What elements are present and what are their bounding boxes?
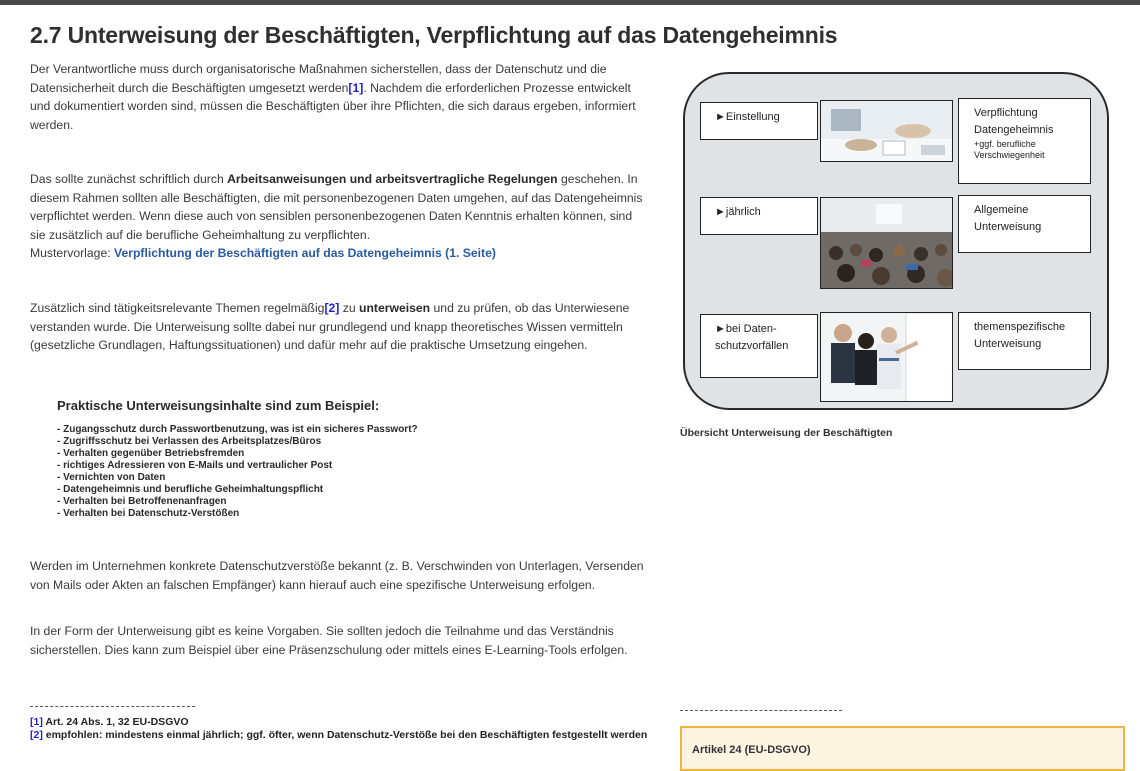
diagram-box-general-training [958,195,1091,253]
paragraph-text: geschehen. In diesem Rahmen sollten alle Beschäftigten, die mit personenbezogenen Daten umgehen, auf das Datengeheimnis verpflichtet werden. Wenn diese auch von sensiblen personenbezogenen Daten Kenntnis erhalten können, sind sie zusätzlich auf die berufliche Geheimhaltung zu verpflichten. [30,172,643,242]
list-item: - Verhalten bei Betroffenenanfragen [57,496,227,507]
footnote-1 [30,716,647,729]
article-info-box[interactable] [680,726,1125,771]
list-item: - Datengeheimnis und berufliche Geheimhaltungspflicht [57,484,324,495]
list-item: - Zugriffsschutz bei Verlassen des Arbeitsplatzes/Büros [57,436,322,447]
list-item: - Vernichten von Daten [57,472,166,483]
diagram-label: themenspezifische Unterweisung [974,321,1066,350]
article-title: Artikel 24 (EU-DSGVO) [692,744,811,756]
footnote-text: empfohlen: mindestens einmal jährlich; ggf. öfter, wenn Datenschutz-Verstöße bei den Beschäftigten festgestellt werden [42,729,648,741]
diagram-box-confidentiality [958,98,1091,184]
list-item: - Verhalten bei Datenschutz-Verstößen [57,508,240,519]
paragraph-text: zu [339,301,360,315]
list-item: - richtiges Adressieren von E-Mails und vertraulicher Post [57,460,333,471]
page-title: 2.7 Unterweisung der Beschäftigten, Verpflichtung auf das Datengeheimnis [30,22,838,48]
diagram-label: ►bei Daten-schutzvorfällen [715,323,789,352]
template-link[interactable]: Verpflichtung der Beschäftigten auf das Datengeheimnis (1. Seite) [114,246,496,260]
bold-text: Arbeitsanweisungen und arbeitsvertragliche Regelungen [227,172,558,186]
examples-list [57,424,418,520]
diagram-box-yearly [700,197,818,235]
footnote-text: Art. 24 Abs. 1, 32 EU-DSGVO [42,716,189,728]
sidebar-divider [680,710,842,711]
footnote-number-2[interactable]: [2] [30,729,43,741]
list-item: - Zugangsschutz durch Passwortbenutzung, was ist ein sicheres Passwort? [57,424,418,435]
footnote-link-1[interactable]: [1] [348,80,364,95]
whiteboard-photo [820,312,953,402]
diagram-label: ►jährlich [715,206,761,218]
footnote-2 [30,729,647,742]
examples-title: Praktische Unterweisungsinhalte sind zum Beispiel: [57,398,380,413]
diagram-label: Verpflichtung Datengeheimnis [974,107,1054,136]
training-overview-diagram [683,72,1109,410]
meeting-photo [820,100,953,162]
paragraph-text: Der Verantwortliche muss durch organisatorische Maßnahmen sicherstellen, dass der Datenschutz und die Datensicherheit durch die Beschäftigten umgesetzt werden [30,62,607,95]
diagram-label: ►Einstellung [715,111,780,123]
training-paragraph [30,299,650,355]
top-bar [0,0,1140,5]
intro-paragraph [30,60,650,134]
diagram-sublabel: +ggf. berufliche Verschwiegenheit [974,139,1045,160]
bold-text: unterweisen [359,301,431,315]
diagram-box-topic-training [958,312,1091,370]
instructions-paragraph [30,170,650,263]
footnote-divider [30,706,195,707]
list-item: - Verhalten gegenüber Betriebsfremden [57,448,245,459]
diagram-box-hiring [700,102,818,140]
footnotes [30,716,647,742]
violations-paragraph: Werden im Unternehmen konkrete Datenschutzverstöße bekannt (z. B. Verschwinden von Unterlagen, Versenden von Mails oder Akten an falschen Empfänger) kann hierauf auch eine spezifische Unterweisung erfolgen. [30,559,644,592]
diagram-box-incidents [700,314,818,378]
paragraph-text: und zu prüfen, ob das Unterwiesene verstanden wurde. Die Unterweisung sollte dabei nur grundlegend und knapp theoretisches Wissen vermitteln (gesetzliche Grundlagen, Haftungssituationen) und dafür mehr auf die praktische Umsetzung eingehen. [30,301,630,352]
paragraph-text: Zusätzlich sind tätigkeitsrelevante Themen regelmäßig [30,301,325,315]
footnote-link-2[interactable]: [2] [324,301,340,315]
footnote-number-1[interactable]: [1] [30,716,43,728]
seminar-photo [820,197,953,289]
template-label: Mustervorlage: [30,246,114,260]
diagram-caption: Übersicht Unterweisung der Beschäftigten [680,427,893,439]
paragraph-text: . Nachdem die erforderlichen Prozesse entwickelt und dokumentiert worden sind, müssen die Beschäftigten über ihre Pflichten, die sich daraus ergeben, informiert werden. [30,80,636,132]
paragraph-text: Das sollte zunächst schriftlich durch [30,172,228,186]
diagram-label: Allgemeine Unterweisung [974,204,1042,233]
form-paragraph: In der Form der Unterweisung gibt es keine Vorgaben. Sie sollten jedoch die Teilnahme und das Verständnis sicherstellen. Dies kann zum Beispiel über eine Präsenzschulung oder mittels eines E-Learning-Tools erfolgen. [30,624,628,657]
